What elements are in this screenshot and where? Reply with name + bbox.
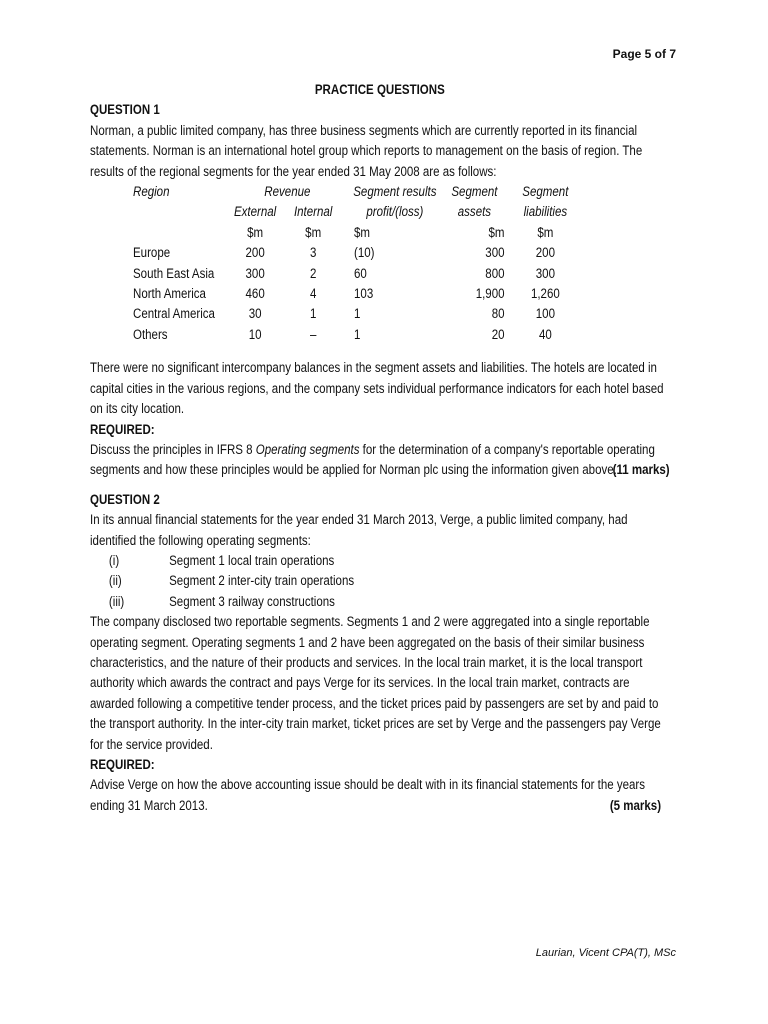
- liabilities-cell: 100: [535, 306, 555, 322]
- list-number: (ii): [108, 573, 122, 589]
- region-cell: South East Asia: [133, 265, 215, 281]
- question-2-paragraph: The company disclosed two reportable segments. Segments 1 and 2 were aggregated into a single reportable operating segment. Operating segments 1 and 2 have been aggregated on the basis of their similar business characteristics, and the nature of their products and services. In the local train market, it is the local transport authority which awards the contract and pays Verge for its services. In the local train market, contracts are awarded following a competitive tender process, and the ticket prices paid by passengers are set by and paid to the transport authority. In the inter-city train market, ticket prices are set by Verge and the passengers pay Verge for the service provided.: [90, 614, 661, 752]
- col-region-header: Region: [133, 184, 170, 200]
- table-row: [133, 304, 578, 324]
- question-1-heading: QUESTION 1: [90, 102, 160, 118]
- unit-cell: $m: [537, 224, 554, 240]
- table-row: [133, 243, 578, 263]
- external-cell: 10: [248, 326, 262, 342]
- region-cell: Others: [133, 326, 168, 342]
- list-number: (iii): [108, 593, 125, 609]
- table-header-row: [133, 182, 578, 202]
- col-liabilities-header: Segment: [522, 184, 569, 200]
- internal-cell: –: [309, 326, 317, 342]
- page-title: PRACTICE QUESTIONS: [314, 82, 445, 97]
- result-cell: 1: [354, 306, 361, 322]
- list-text: Segment 2 inter-city train operations: [169, 573, 355, 589]
- list-text: Segment 1 local train operations: [169, 552, 335, 568]
- col-liabilities-sub: liabilities: [523, 204, 568, 220]
- liabilities-cell: 40: [538, 326, 552, 342]
- assets-cell: 80: [491, 306, 505, 322]
- assets-cell: 1,900: [475, 286, 505, 302]
- internal-cell: 4: [309, 286, 317, 302]
- assets-cell: 800: [485, 265, 505, 281]
- page-footer-author: Laurian, Vicent CPA(T), MSc: [535, 947, 676, 959]
- question-2-marks: (5 marks): [609, 797, 662, 813]
- question-2-requirement: Advise Verge on how the above accounting issue should be dealt with in its financial statements for the years ending 31 March 2013.: [90, 777, 646, 813]
- list-item: [90, 592, 670, 612]
- unit-cell: $m: [247, 224, 264, 240]
- question-1-paragraph: There were no significant intercompany balances in the segment assets and liabilities. The hotels are located in capital cities in the various regions, and the company sets individual performance indicators for each hotel based on its city location.: [90, 360, 664, 417]
- col-assets-sub: assets: [457, 204, 492, 220]
- list-item: [90, 571, 670, 591]
- liabilities-cell: 300: [535, 265, 555, 281]
- region-cell: Central America: [133, 306, 215, 322]
- external-cell: 460: [245, 286, 265, 302]
- result-cell: (10): [354, 245, 375, 261]
- col-results-header: Segment results: [353, 184, 437, 200]
- internal-cell: 1: [309, 306, 317, 322]
- question-1-requirement: Discuss the principles in IFRS 8 Operating segments for the determination of a company's reportable operating segments and how these principles would be applied for Norman plc using the information given above.: [90, 441, 655, 478]
- question-2-required-label: REQUIRED:: [90, 757, 155, 773]
- col-external-header: External: [233, 204, 277, 220]
- unit-cell: $m: [305, 224, 322, 240]
- page-number: Page 5 of 7: [612, 47, 676, 61]
- col-revenue-header: Revenue: [264, 184, 311, 200]
- question-1-intro: Norman, a public limited company, has three business segments which are currently reported in its financial statements. Norman is an international hotel group which reports to management on the basis of region. The results of the regional segments for the year ended 31 May 2008 are as follows:: [90, 122, 643, 179]
- segment-results-table: [133, 182, 578, 345]
- list-item: [90, 551, 670, 571]
- internal-cell: 3: [309, 245, 317, 261]
- table-row: [133, 284, 578, 304]
- unit-cell: $m: [488, 224, 505, 240]
- col-profit-header: profit/(loss): [366, 204, 424, 220]
- table-row: [133, 325, 578, 345]
- external-cell: 200: [245, 245, 265, 261]
- list-text: Segment 3 railway constructions: [169, 593, 335, 609]
- external-cell: 30: [248, 306, 262, 322]
- table-units-row: [133, 223, 578, 243]
- table-subheader-row: [133, 202, 578, 222]
- question-2-heading: QUESTION 2: [90, 491, 160, 507]
- liabilities-cell: 200: [535, 245, 555, 261]
- result-cell: 1: [354, 326, 361, 342]
- col-assets-header: Segment: [451, 184, 498, 200]
- question-1-marks: (11 marks): [612, 462, 670, 478]
- col-internal-header: Internal: [293, 204, 333, 220]
- result-cell: 60: [354, 265, 367, 281]
- result-cell: 103: [354, 286, 374, 302]
- external-cell: 300: [245, 265, 265, 281]
- assets-cell: 20: [491, 326, 505, 342]
- internal-cell: 2: [309, 265, 317, 281]
- liabilities-cell: 1,260: [530, 286, 560, 302]
- question-2-intro: In its annual financial statements for the year ended 31 March 2013, Verge, a public limited company, had identified the following operating segments:: [90, 512, 628, 548]
- table-row: [133, 264, 578, 284]
- region-cell: North America: [133, 286, 206, 302]
- ifrs-title: Operating segments: [255, 441, 360, 457]
- question-1-required-label: REQUIRED:: [90, 421, 155, 437]
- segment-list: [90, 551, 670, 612]
- assets-cell: 300: [485, 245, 505, 261]
- unit-cell: $m: [354, 224, 371, 240]
- region-cell: Europe: [133, 245, 171, 261]
- page-content: [90, 80, 670, 816]
- list-number: (i): [108, 552, 120, 568]
